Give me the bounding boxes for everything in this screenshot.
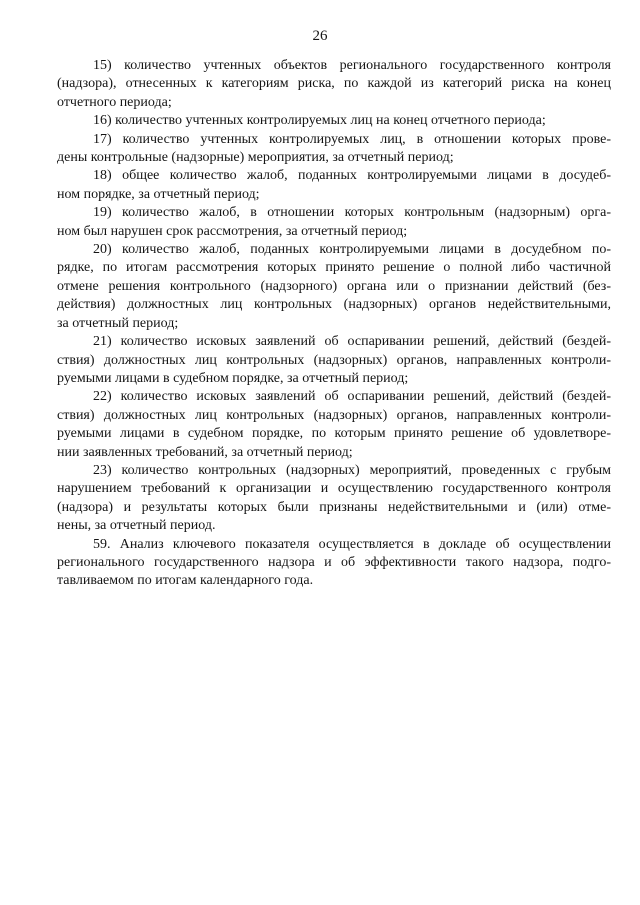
document-body	[57, 57, 611, 591]
paragraph-line: нены, за отчетный период.	[57, 518, 216, 534]
paragraph-line: рядке, по итогам рассмотрения которых принято решение о полной либо частичной	[57, 260, 611, 276]
paragraph-line: действия) должностных лиц контрольных (надзорных) органов недействительными,	[57, 297, 611, 313]
paragraph	[57, 536, 611, 591]
paragraph-line: 23) количество контрольных (надзорных) мероприятий, проведенных с грубым	[93, 462, 611, 478]
paragraph-line: 16) количество учтенных контролируемых лиц на конец отчетного периода;	[93, 113, 546, 129]
paragraph-line: ствия) должностных лиц контрольных (надзорных) органов, направленных контроли-	[57, 407, 611, 423]
paragraph-line: ном порядке, за отчетный период;	[57, 186, 260, 202]
paragraph-line: руемыми лицами в судебном порядке, по которым принято решение об удовлетворе-	[57, 426, 611, 442]
paragraph-line: ном был нарушен срок рассмотрения, за отчетный период;	[57, 223, 408, 239]
paragraph	[57, 167, 611, 204]
paragraph	[57, 462, 611, 536]
page-number: 26	[312, 28, 328, 44]
paragraph	[57, 333, 611, 388]
paragraph-line: регионального государственного надзора и об эффективности такого надзора, подго-	[57, 554, 611, 570]
paragraph-line: дены контрольные (надзорные) мероприятия, за отчетный период;	[57, 150, 454, 166]
paragraph	[57, 204, 611, 241]
paragraph-line: отмене решения контрольного (надзорного) органа или о признании действий (без-	[57, 278, 611, 294]
paragraph-line: (надзора) и результаты которых были признаны недействительными и (или) отме-	[57, 499, 611, 515]
paragraph	[57, 57, 611, 112]
paragraph-line: (надзора), отнесенных к категориям риска, по каждой из категорий риска на конец	[57, 76, 611, 92]
paragraph-line: 21) количество исковых заявлений об оспаривании решений, действий (бездей-	[93, 334, 611, 350]
paragraph-line: ствия) должностных лиц контрольных (надзорных) органов, направленных контроли-	[57, 352, 611, 368]
paragraph-line: руемыми лицами в судебном порядке, за отчетный период;	[57, 370, 409, 386]
paragraph-line: нарушением требований к организации и осуществлению государственного контроля	[57, 481, 611, 497]
paragraph	[57, 388, 611, 462]
paragraph	[57, 112, 611, 130]
paragraph-line: нии заявленных требований, за отчетный период;	[57, 444, 353, 460]
paragraph-line: 15) количество учтенных объектов регионального государственного контроля	[93, 58, 611, 73]
paragraph-line: 18) общее количество жалоб, поданных контролируемыми лицами в досудеб-	[93, 168, 611, 184]
paragraph-line: 22) количество исковых заявлений об оспаривании решений, действий (бездей-	[93, 389, 611, 405]
paragraph-line: 59. Анализ ключевого показателя осуществляется в докладе об осуществлении	[93, 536, 611, 552]
paragraph-line: 19) количество жалоб, в отношении которых контрольным (надзорным) орга-	[93, 205, 611, 221]
paragraph-line: отчетного периода;	[57, 94, 172, 110]
paragraph-line: тавливаемом по итогам календарного года.	[57, 573, 314, 589]
paragraph-line: 17) количество учтенных контролируемых лиц, в отношении которых прове-	[93, 131, 611, 147]
paragraph-line: за отчетный период;	[57, 315, 179, 331]
paragraph-line: 20) количество жалоб, поданных контролируемыми лицами в досудебном по-	[93, 242, 611, 258]
paragraph	[57, 241, 611, 333]
paragraph	[57, 131, 611, 168]
